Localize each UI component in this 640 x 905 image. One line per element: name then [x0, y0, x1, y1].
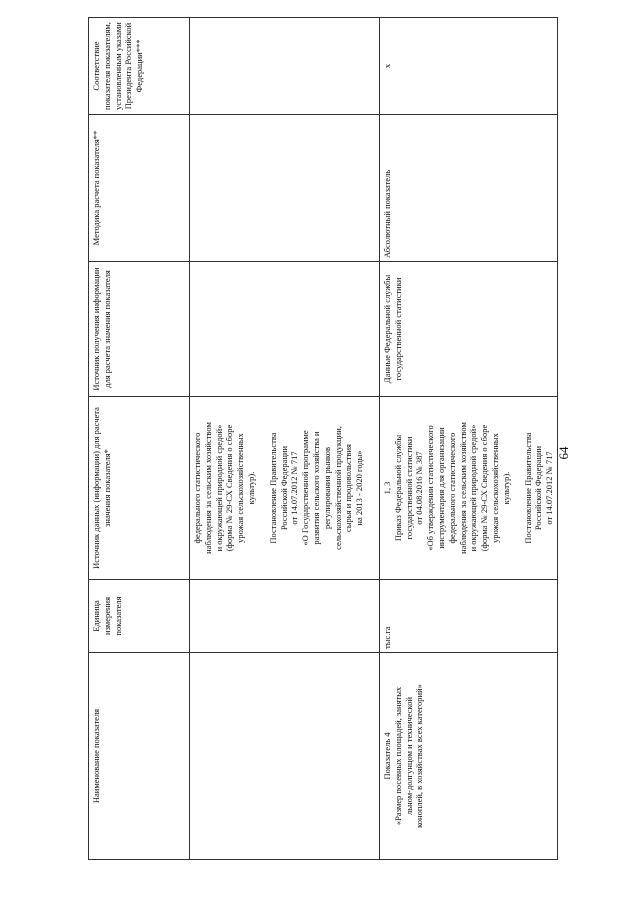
table-header-row — [89, 18, 190, 860]
source-line: от 04.08.2016 № 387 — [414, 451, 425, 525]
indicator-unit-cell: тыс.га — [380, 580, 558, 653]
source-line: (форма № 29-СХ Сведения о сборе — [224, 424, 235, 552]
source-line: 1, 3 — [382, 481, 392, 495]
source-line: федерального статистического — [446, 432, 457, 544]
source-line: Постановление Правительства — [267, 432, 278, 544]
table-row-continuation — [190, 18, 380, 860]
source-line: и окружающей природной средой» — [213, 424, 224, 552]
indicator-name-line: коноплей, в хозяйствах всех категорий» — [414, 684, 425, 828]
cont-compliance-cell — [190, 18, 380, 115]
source-line: культур). — [500, 471, 511, 505]
cont-unit-cell — [190, 580, 380, 653]
source-line: Российской Федерации — [278, 445, 289, 531]
source-line: регулирования рынков — [321, 447, 332, 529]
source-line: федерального статистического — [192, 432, 202, 544]
header-data-source: Источник данных (информации) для расчета значения показателя* — [89, 397, 190, 580]
indicator-name-line: льном-долгунцом и технической — [403, 696, 414, 816]
table-row-indicator-4 — [380, 18, 558, 860]
source-line: наблюдения за сельским хозяйством — [202, 422, 213, 554]
header-compliance: Соответствие показателя показателям, установленным указами Президента Российской Федерации*** — [89, 18, 190, 115]
source-line: урожая сельскохозяйственных — [235, 433, 246, 543]
source-line: Российской Федерации — [533, 445, 544, 531]
source-line-blank — [512, 400, 523, 576]
source-line: инструментария для организации — [435, 427, 446, 549]
source-line: (форма № 29-СХ Сведения о сборе — [479, 424, 490, 552]
indicator-method-cell: Абсолютный показатель — [380, 115, 558, 262]
indicator-name-cell — [380, 653, 558, 860]
header-unit: Единица измерения показателя — [89, 580, 190, 653]
source-line: культур). — [245, 471, 256, 505]
cont-name-cell — [190, 653, 380, 860]
rotated-table-container — [88, 22, 555, 860]
page-number: 64 — [556, 446, 571, 460]
indicator-compliance-cell: х — [380, 18, 558, 115]
source-line: урожая сельскохозяйственных — [489, 433, 500, 543]
indicator-obtain-cell: Данные Федеральной службы государственной статистики — [380, 262, 558, 397]
source-line: от 14.07.2012 № 717 — [544, 451, 555, 525]
source-line-blank — [257, 400, 268, 576]
header-method: Методика расчета показателя** — [89, 115, 190, 262]
cont-obtain-cell — [190, 262, 380, 397]
source-line: «Об утверждении статистического — [425, 425, 436, 551]
source-line: наблюдения за сельским хозяйством — [457, 422, 468, 554]
source-line: государственной статистики — [403, 436, 414, 540]
source-line: от 14.07.2012 № 717 — [289, 451, 300, 525]
source-line: «О Государственной программе — [300, 430, 311, 546]
indicators-table — [88, 17, 558, 860]
source-line: сырья и продовольствия — [343, 444, 354, 532]
header-obtain-source: Источник получения информации для расчета значения показателя — [89, 262, 190, 397]
source-line: и окружающей природной средой» — [468, 424, 479, 552]
indicator-source-cell — [380, 397, 558, 580]
cont-source-cell — [190, 397, 380, 580]
source-line: на 2013 - 2020 годы» — [354, 450, 365, 526]
cont-method-cell — [190, 115, 380, 262]
source-line: развития сельского хозяйства и — [310, 431, 321, 545]
source-line: Постановление Правительства — [522, 432, 533, 544]
source-line: Приказ Федеральной службы — [392, 434, 403, 542]
indicator-number: Показатель 4 — [382, 732, 392, 780]
indicator-name-line: «Размер посевных площадей, занятых — [392, 686, 403, 826]
source-line: сельскохозяйственной продукции, — [332, 426, 343, 550]
header-indicator-name: Наименование показателя — [89, 653, 190, 860]
